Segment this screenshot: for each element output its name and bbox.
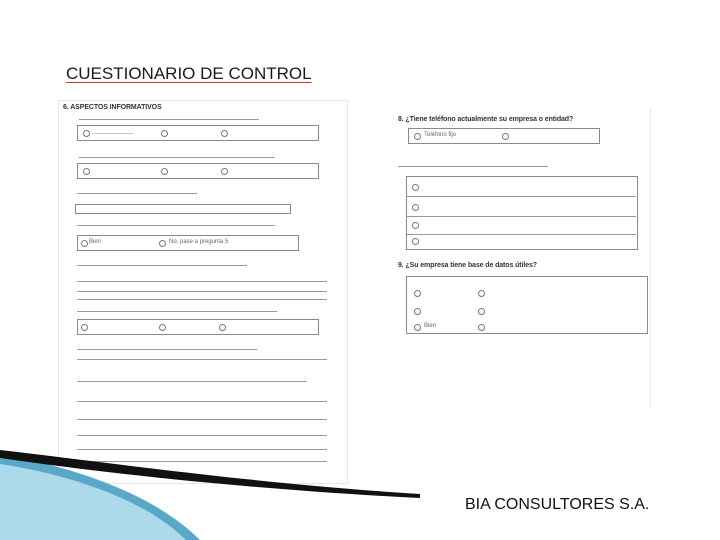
question-7-text <box>77 349 257 350</box>
answer-box-2 <box>77 163 319 179</box>
answer-box-6 <box>77 319 319 335</box>
question-8-text <box>77 381 307 382</box>
option-4b: No, pase a pregunta 5 <box>169 239 229 245</box>
option-9a: Bien <box>424 323 437 329</box>
question-1-text <box>79 119 259 120</box>
radio-1b <box>161 130 168 137</box>
answer-box-9 <box>406 276 648 334</box>
scanned-page-right <box>392 108 651 408</box>
option-4a: Bien <box>89 239 102 245</box>
footer-company: BIA CONSULTORES S.A. <box>465 496 650 513</box>
question-6-text <box>77 311 277 312</box>
radio-1a <box>83 130 90 137</box>
question-4-text <box>77 225 275 226</box>
question-8b-text <box>398 166 548 167</box>
option-8a: Teléfono fijo <box>424 132 457 138</box>
question-2-text <box>79 157 275 158</box>
answer-table <box>406 176 638 250</box>
radio-1c <box>221 130 228 137</box>
question-8-label: 8. ¿Tiene teléfono actualmente su empresa o entidad? <box>398 116 574 123</box>
question-9-label: 9. ¿Su empresa tiene base de datos útiles? <box>398 262 537 269</box>
answer-line-3 <box>75 204 291 214</box>
question-3-text <box>77 193 197 194</box>
slide-title: CUESTIONARIO DE CONTROL <box>66 64 312 83</box>
scanned-page-left <box>58 100 348 484</box>
question-5-text <box>77 265 247 266</box>
section-header: 6. ASPECTOS INFORMATIVOS <box>63 104 162 111</box>
